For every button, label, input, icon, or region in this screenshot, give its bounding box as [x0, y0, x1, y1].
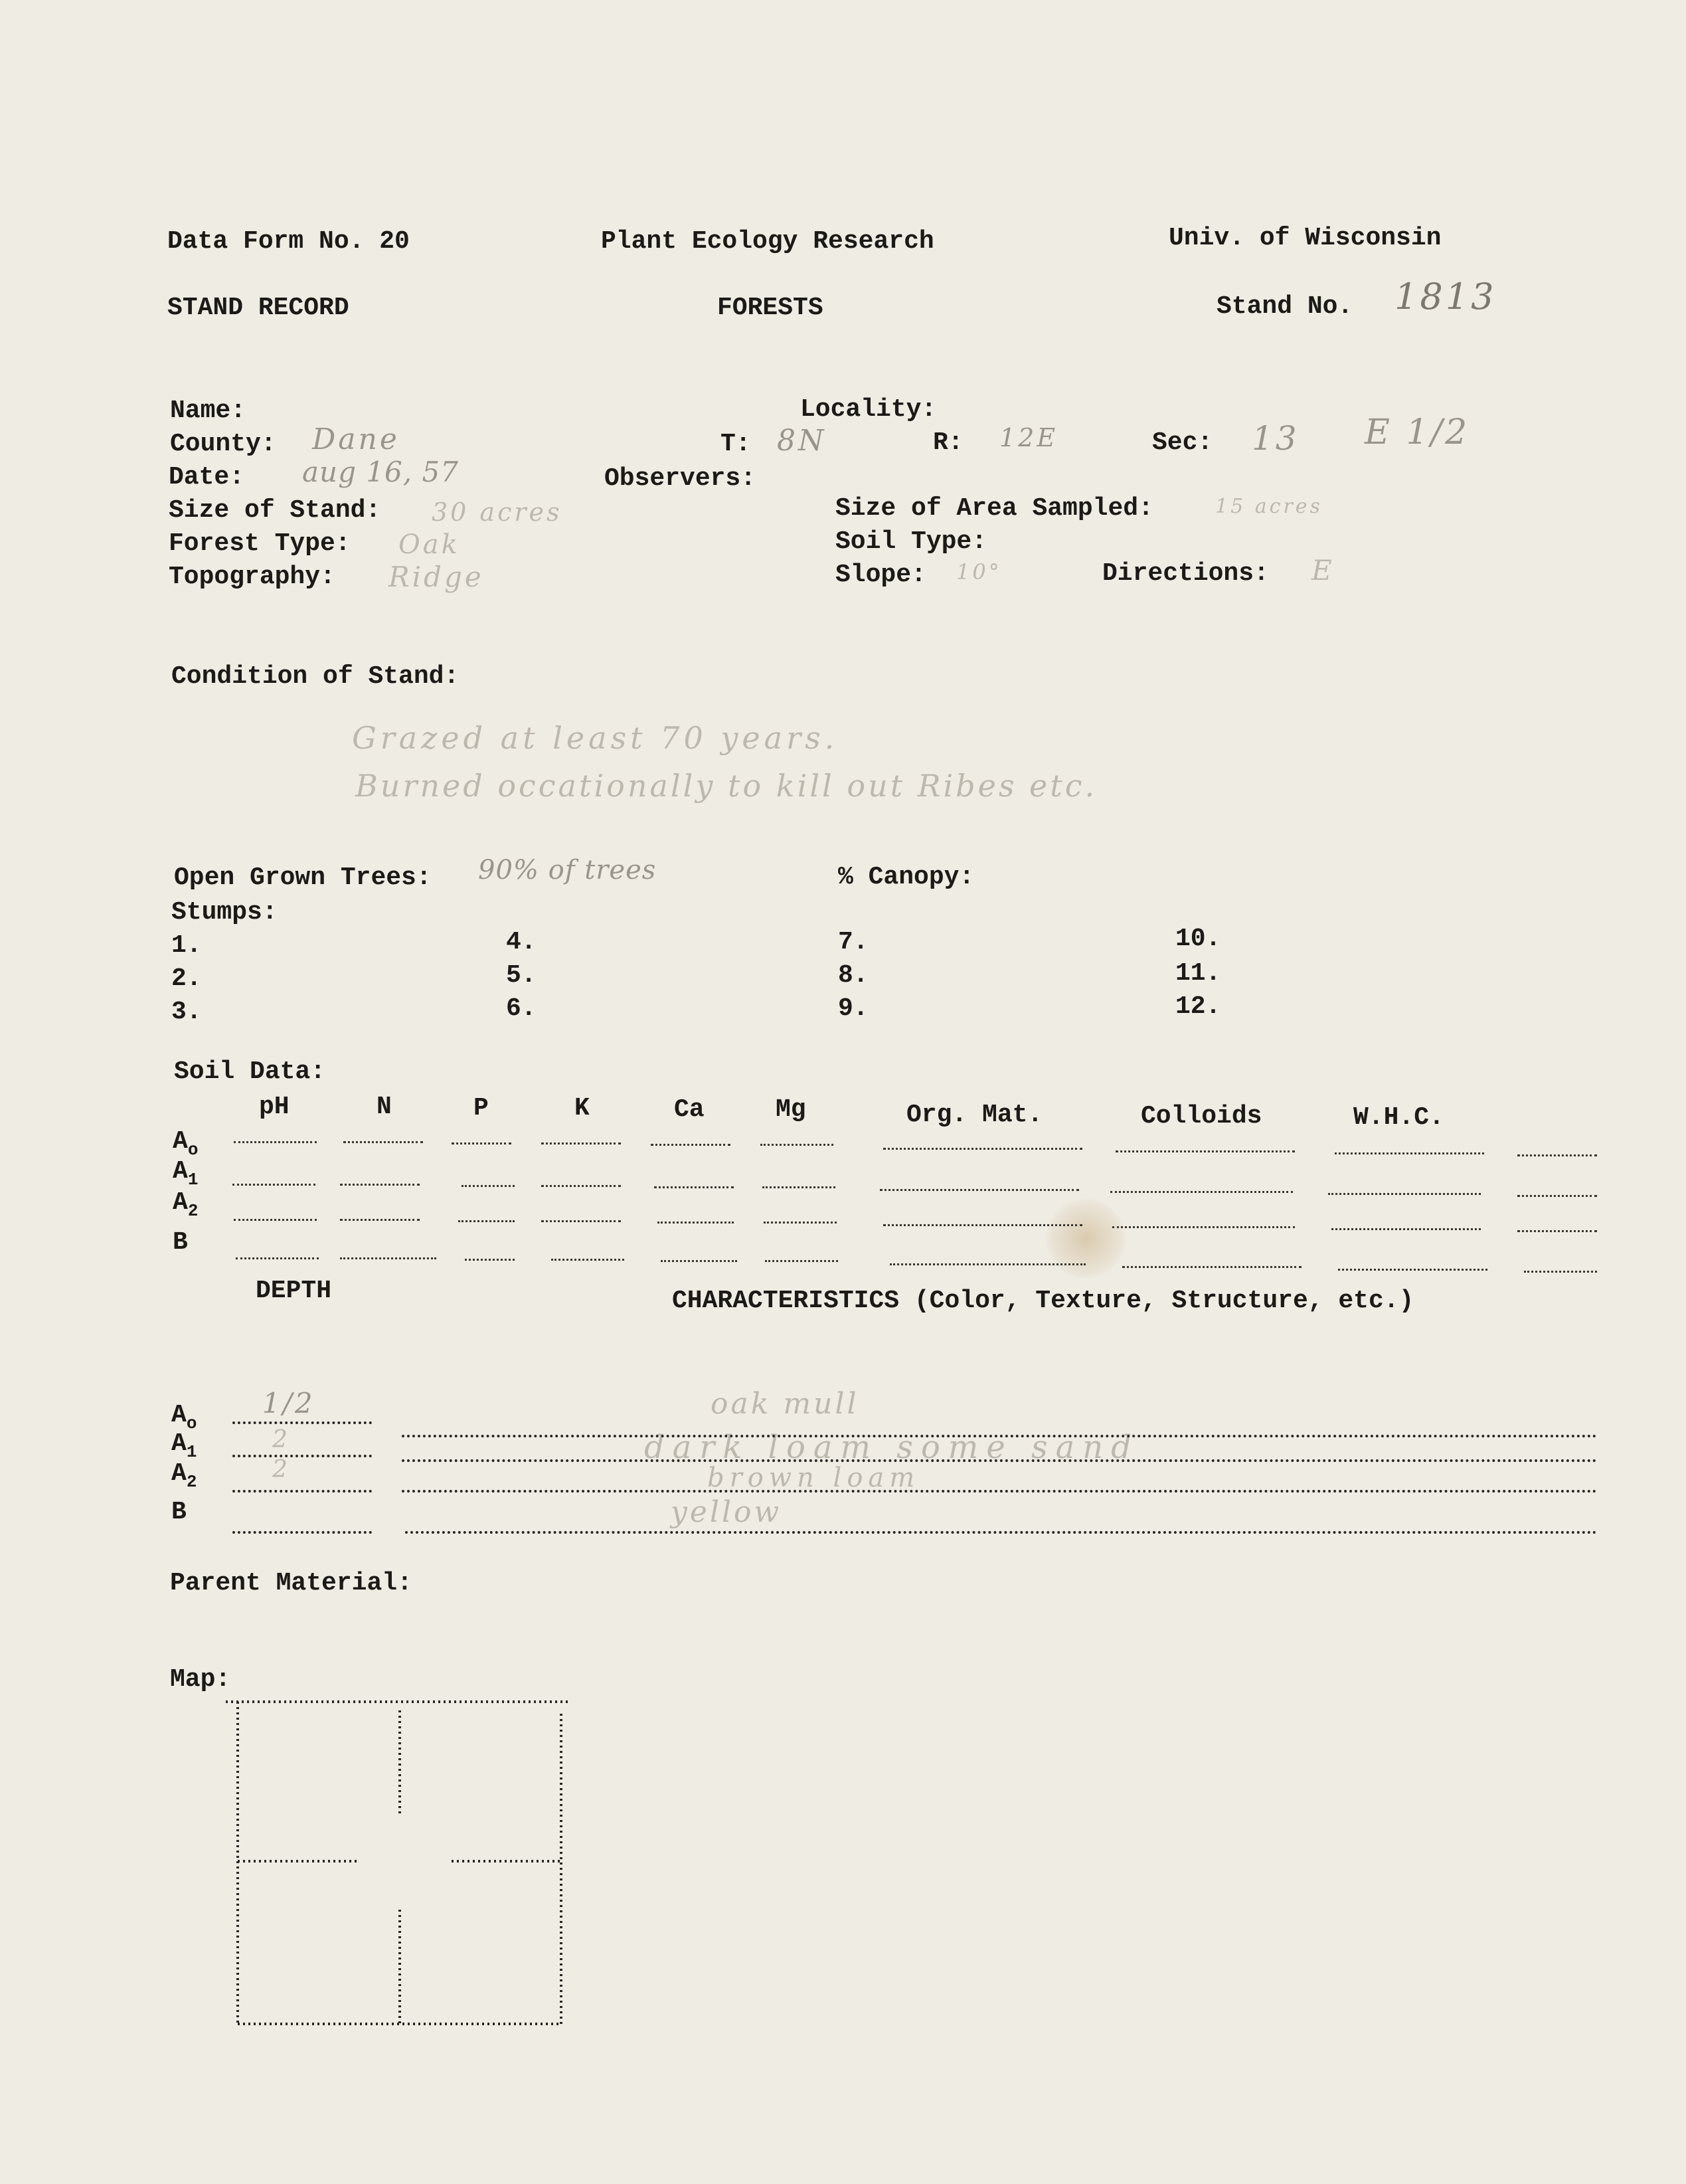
- open-grown-value: 90% of trees: [478, 855, 657, 885]
- soil-horizon-a2: $A_2$: [173, 1188, 199, 1221]
- characteristics-a0: oak mull: [711, 1387, 859, 1421]
- soil-col-colloids: Colloids: [1141, 1102, 1262, 1131]
- depth-horizon-a1: $A_1$: [171, 1429, 197, 1462]
- soil-horizon-a0: $A_o$: [173, 1127, 199, 1160]
- depth-horizon-b: B: [171, 1498, 187, 1526]
- county-label: County:: [170, 430, 276, 458]
- soil-horizon-a1: $A_1$: [173, 1157, 199, 1190]
- condition-label: Condition of Stand:: [171, 662, 460, 691]
- section-value: 13: [1252, 419, 1300, 458]
- stump-12: 12.: [1175, 992, 1221, 1021]
- section-label: Sec:: [1152, 428, 1213, 457]
- stump-8: 8.: [838, 961, 869, 990]
- stump-7: 7.: [838, 928, 869, 956]
- research-title: Plant Ecology Research: [601, 227, 934, 256]
- stump-5: 5.: [506, 961, 537, 990]
- date-label: Date:: [169, 463, 245, 492]
- stump-6: 6.: [506, 994, 537, 1023]
- canopy-label: % Canopy:: [838, 863, 975, 891]
- forest-type-label: Forest Type:: [169, 529, 351, 558]
- soil-col-mg: Mg: [776, 1095, 806, 1124]
- soil-col-whc: W.H.C.: [1353, 1103, 1444, 1132]
- condition-line-1: Grazed at least 70 years.: [352, 720, 839, 756]
- paper-stain: [1046, 1199, 1126, 1279]
- condition-line-2: Burned occationally to kill out Ribes etc.: [355, 768, 1098, 804]
- soil-col-org-mat: Org. Mat.: [906, 1101, 1043, 1129]
- characteristics-label: CHARACTERISTICS (Color, Texture, Structure, etc.): [672, 1287, 1414, 1315]
- size-area-value: 15 acres: [1215, 495, 1323, 518]
- stump-11: 11.: [1175, 959, 1221, 988]
- depth-horizon-a0: $A_o$: [171, 1401, 197, 1433]
- soil-col-p: P: [473, 1094, 489, 1123]
- range-value: 12E: [999, 423, 1058, 452]
- size-area-label: Size of Area Sampled:: [835, 494, 1153, 523]
- stump-4: 4.: [506, 928, 537, 956]
- characteristics-a1: dark loam some sand: [644, 1429, 1139, 1466]
- depth-a0-value: 1/2: [262, 1387, 315, 1419]
- stand-no-value: 1813: [1394, 276, 1497, 318]
- directions-label: Directions:: [1102, 559, 1269, 588]
- soil-col-k: K: [574, 1094, 590, 1123]
- range-label: R:: [933, 428, 964, 457]
- stump-10: 10.: [1175, 925, 1221, 953]
- slope-value: 10°: [956, 559, 1002, 585]
- map-label: Map:: [170, 1665, 231, 1694]
- depth-a1-value: 2: [272, 1426, 290, 1453]
- stump-1: 1.: [171, 931, 202, 960]
- record-category: FORESTS: [717, 294, 823, 322]
- depth-a2-value: 2: [272, 1456, 290, 1483]
- soil-col-ca: Ca: [674, 1095, 705, 1124]
- characteristics-b: yellow: [671, 1495, 782, 1529]
- stumps-label: Stumps:: [171, 898, 278, 927]
- directions-value: E: [1311, 554, 1335, 587]
- county-value: Dane: [312, 422, 400, 456]
- university-name: Univ. of Wisconsin: [1169, 224, 1442, 252]
- stand-no-label: Stand No.: [1217, 292, 1353, 321]
- stump-3: 3.: [171, 998, 202, 1026]
- name-label: Name:: [170, 397, 246, 425]
- forest-type-value: Oak: [398, 529, 460, 560]
- form-number: Data Form No. 20: [167, 227, 410, 256]
- soil-type-label: Soil Type:: [835, 527, 987, 556]
- characteristics-a2: brown loam: [707, 1463, 920, 1493]
- record-type: STAND RECORD: [167, 294, 349, 322]
- depth-horizon-a2: $A_2$: [171, 1459, 197, 1492]
- map-grid: [226, 1694, 571, 2039]
- soil-col-n: N: [377, 1093, 392, 1121]
- section-extra: E 1/2: [1365, 412, 1470, 452]
- topography-label: Topography:: [169, 563, 335, 591]
- stump-9: 9.: [838, 994, 869, 1023]
- soil-data-label: Soil Data:: [174, 1057, 326, 1086]
- size-stand-value: 30 acres: [432, 498, 562, 527]
- soil-col-ph: pH: [259, 1093, 290, 1121]
- township-value: 8N: [777, 424, 827, 458]
- soil-horizon-b: B: [173, 1228, 188, 1257]
- township-label: T:: [720, 430, 751, 458]
- locality-label: Locality:: [800, 395, 937, 424]
- parent-material-label: Parent Material:: [170, 1569, 412, 1597]
- date-value: aug 16, 57: [302, 456, 459, 488]
- observers-label: Observers:: [604, 464, 756, 493]
- open-grown-label: Open Grown Trees:: [174, 864, 432, 892]
- size-stand-label: Size of Stand:: [169, 496, 381, 525]
- topography-value: Ridge: [388, 561, 484, 593]
- depth-label: DEPTH: [256, 1277, 332, 1305]
- stump-2: 2.: [171, 964, 202, 993]
- slope-label: Slope:: [835, 561, 926, 589]
